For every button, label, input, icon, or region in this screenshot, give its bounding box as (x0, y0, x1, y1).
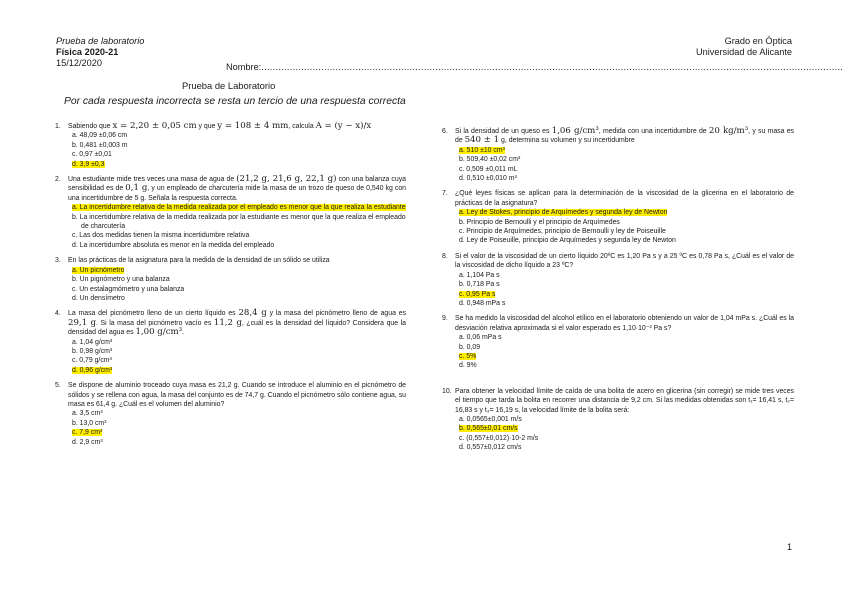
text-fragment: g, determina su volumen y su incertidumbre (499, 137, 635, 145)
question-number: 5. (55, 382, 61, 390)
answer-option[interactable] (459, 352, 794, 361)
question-number: 9. (442, 315, 448, 323)
answer-option[interactable] (459, 424, 794, 433)
name-field[interactable] (226, 62, 844, 73)
answer-option[interactable] (459, 146, 794, 155)
answer-text: c. Las dos medidas tienen la misma incertidumbre relativa (72, 232, 250, 240)
question (442, 189, 794, 245)
answer-text: b. Un pignómetro y una balanza (72, 276, 170, 284)
answer-option[interactable] (72, 266, 406, 275)
text-fragment: 0,540 kg (366, 185, 393, 193)
question-number: 4. (55, 310, 61, 318)
text-fragment: Si el valor de la viscosidad de un cierto líquido 20ºC es 1,20 Pa s y a 25 ºC es 0,78 Pa s, ¿Cuál es el valor de la viscosidad de dicho líquido a 23 ºC? (455, 252, 794, 270)
instructions: Por cada respuesta incorrecta se resta un tercio de una respuesta correcta (64, 96, 406, 107)
answer-option[interactable] (72, 213, 406, 232)
answer-options (72, 338, 406, 376)
text-fragment: 5 g (134, 194, 145, 202)
answer-options (72, 131, 406, 169)
text-fragment: , calcula (288, 123, 316, 130)
question-text (455, 189, 794, 208)
question (442, 314, 794, 370)
text-fragment: , ¿cuál es la densidad del líquido? Considera que la densidad del agua es (68, 319, 406, 337)
answer-text: d. Ley de Poiseuille, principio de Arquímedes y segunda ley de Newton (459, 237, 676, 245)
math-expression: 0,1 g (125, 183, 148, 194)
answer-text: b. 0,718 Pa s (459, 281, 500, 289)
question-text (455, 387, 794, 415)
answer-option[interactable] (72, 203, 406, 212)
question (442, 252, 794, 308)
math-expression: x = 2,20 ± 0,05 cm (112, 121, 197, 131)
answer-option[interactable] (72, 141, 406, 150)
answer-option[interactable] (459, 227, 794, 236)
answer-option[interactable] (72, 438, 406, 447)
text-fragment: Una estudiante mide tres veces una masa de agua de (68, 176, 237, 184)
question (55, 381, 406, 447)
math-expression: 29,1 g (68, 317, 97, 328)
answer-option[interactable] (459, 434, 794, 443)
text-fragment: con una balanza cuya sensibilidad es de (68, 176, 406, 193)
math-expression: 1,06 g/cm³ (551, 126, 599, 136)
exam-date: 15/12/2020 (56, 58, 102, 68)
question-number: 7. (442, 190, 448, 198)
answer-text: d. 2,9 cm³ (72, 438, 103, 446)
degree-name: Grado en Óptica (724, 36, 792, 46)
question-number: 6. (442, 128, 448, 135)
answer-text: c. 0,79 g/cm³ (72, 357, 112, 365)
answer-text: c. (0,557±0,012)·10-2 m/s (459, 434, 539, 442)
question-number: 2. (55, 176, 61, 184)
text-fragment: Si la densidad de un queso es (455, 128, 552, 135)
math-expression: 11,2 g (213, 317, 242, 328)
answer-option[interactable] (459, 208, 794, 217)
question (55, 174, 406, 250)
question-text (455, 127, 794, 146)
question-text (68, 381, 406, 409)
question (55, 308, 407, 375)
answer-text: a. 1,04 g/cm³ (72, 338, 113, 346)
answer-option[interactable] (459, 361, 794, 370)
answer-options (72, 266, 406, 304)
text-fragment: ¿Qué leyes físicas se aplican para la determinación de la viscosidad de la glicerina en el laboratorio de prácticas de la asignatura? (455, 190, 794, 207)
question-number: 10. (442, 387, 452, 395)
answer-option[interactable] (72, 150, 406, 159)
name-label: Nombre: (226, 62, 262, 72)
highlighted-answer: a. La incertidumbre relativa de la medida realizada por el empleado es menor que la que realiza la estudiante (72, 204, 406, 212)
page-number: 1 (786, 542, 792, 552)
answer-text: b. Principio de Bernoulli y el principio de Arquímedes (459, 218, 620, 226)
answer-option[interactable] (459, 415, 794, 424)
highlighted-answer: d. 0,96 g/cm³ (72, 366, 113, 374)
answer-option[interactable] (459, 155, 794, 164)
text-fragment: Se dispone de aluminio troceado cuya masa es 21,2 g. Cuando se introduce el aluminio en el picnómetro de sólidos y se rellena con agua, la masa del conjunto es de 74,7 g. Cuando el picnómetro sólo contiene agua, su masa es 61,4 g. ¿Cuál es el volumen del aluminio? (68, 382, 406, 408)
answer-options (72, 409, 406, 447)
text-fragment: La masa del picnómetro lleno de un cierto líquido es (68, 310, 239, 318)
text-fragment: con una incertidumbre de (68, 185, 406, 202)
highlighted-answer: a. 510 ±10 cm³ (459, 146, 505, 154)
answer-option[interactable] (459, 174, 794, 183)
answer-text: c. Un estalagmómetro y una balanza (72, 285, 185, 293)
question (55, 256, 406, 303)
left-column (55, 121, 407, 453)
answer-option[interactable] (459, 299, 794, 308)
highlighted-answer: b. 0,565±0,01 cm/s (459, 425, 518, 433)
answer-option[interactable] (72, 285, 406, 294)
answer-text: b. 0,98 g/cm³ (72, 347, 113, 355)
text-fragment: En las prácticas de la asignatura para la medida de la densidad de un sólido se utiliza (68, 257, 330, 265)
answer-option[interactable] (72, 428, 406, 437)
answer-options (459, 208, 794, 246)
answer-option[interactable] (72, 347, 406, 356)
answer-options (459, 271, 794, 309)
answer-text: d. 0,948 mPa s (459, 299, 506, 307)
answer-text: d. 9% (459, 362, 477, 370)
answer-text: d. La incertidumbre absoluta es menor en la medida del empleado (72, 241, 275, 249)
answer-option[interactable] (72, 366, 406, 375)
question-text (455, 314, 794, 333)
answer-text: b. 0,09 (459, 343, 481, 351)
text-fragment: Para obtener la velocidad límite de caída de una bolita de acero en glicerina (sin corregir) se mide tres veces el tiempo que tarda la bolita en recorrer una distancia de 9,2 cm. Si las medidas obtenidas son t₁= 16,41 s, t₂= 16,83 s y t₃= 16,19 s, la velocidad límite de la bolita será: (455, 387, 794, 414)
answer-text: b. La incertidumbre relativa de la medida realizada por la estudiante es menor que la que realiza el empleado de charcutería (72, 213, 406, 231)
question-text (68, 175, 406, 203)
question (55, 121, 406, 169)
answer-option[interactable] (72, 338, 406, 347)
answer-options (459, 415, 794, 453)
math-expression: (21,2 g, 21,6 g, 22,1 g) (236, 174, 337, 185)
answer-text: a. 48,09 ±0,06 cm (72, 132, 128, 140)
text-fragment: y la masa del picnómetro lleno de agua es (266, 310, 407, 318)
answer-option[interactable] (459, 236, 794, 245)
answer-option[interactable] (72, 409, 406, 418)
answer-text: b. 509,40 ±0,02 cm³ (459, 156, 521, 164)
answer-option[interactable] (72, 275, 406, 284)
answer-option[interactable] (72, 160, 406, 169)
answer-text: c. Principio de Arquímedes, principio de Bernoulli y ley de Poiseuille (459, 228, 666, 236)
text-fragment: . Si la masa del picnómetro vacío es (96, 319, 214, 327)
answer-option[interactable] (72, 241, 406, 250)
answer-options (72, 203, 406, 250)
text-fragment: Se ha medido la viscosidad del alcohol etílico en el laboratorio obteniendo un valor de 1,04 mPa s. ¿Cuál es la desviación relativa aproximada si el valor esperado es 1,10·10⁻³ Pa s? (455, 315, 794, 332)
answer-text: a. 3,5 cm³ (72, 410, 103, 418)
answer-option[interactable] (459, 343, 794, 352)
answer-option[interactable] (459, 280, 794, 289)
text-fragment: y que (196, 123, 218, 130)
answer-text: c. 0,509 ±0,011 mL (459, 165, 518, 173)
question-number: 1. (55, 123, 61, 130)
answer-text: a. 0,0565±0,001 m/s (459, 415, 522, 423)
answer-option[interactable] (459, 443, 794, 452)
math-expression: 1,00 g/cm³ (135, 327, 183, 338)
answer-text: d. Un densímetro (72, 294, 125, 302)
name-dots: ............................................................................................................................................................................................................ (261, 62, 844, 72)
answer-text: a. 1,104 Pa s (459, 271, 500, 279)
question (442, 126, 794, 183)
answer-option[interactable] (72, 231, 406, 240)
page-subtitle: Prueba de Laboratorio (182, 80, 276, 91)
question-number: 3. (55, 257, 61, 265)
highlighted-answer: a. Un picnómetro (72, 266, 125, 274)
answer-option[interactable] (72, 356, 406, 365)
text-fragment: . (182, 329, 185, 337)
answer-options (459, 333, 794, 371)
highlighted-answer: d. 3,9 ±0,3 (72, 160, 105, 168)
answer-option[interactable] (459, 290, 794, 299)
answer-text: b. 0,481 ±0,003 m (72, 141, 128, 149)
answer-options (459, 146, 794, 184)
answer-text: b. 13,0 cm³ (72, 419, 107, 427)
answer-option[interactable] (459, 271, 794, 280)
text-fragment: , y un empleado de charcutería mide la masa de un trozo de queso de (147, 185, 367, 193)
answer-option[interactable] (459, 333, 794, 342)
text-fragment: , medida con una incertidumbre de (598, 128, 709, 135)
math-expression: y = 108 ± 4 mm (217, 121, 289, 131)
answer-text: c. 0,97 ±0,01 (72, 151, 112, 159)
text-fragment: . Señala la respuesta correcta. (144, 194, 238, 202)
math-expression: 540 ± 1 (464, 135, 500, 146)
answer-text: a. 0,06 mPa s (459, 334, 502, 342)
answer-option[interactable] (459, 165, 794, 174)
answer-text: d. 0,510 ±0,010 m³ (459, 175, 517, 183)
question-number: 8. (442, 252, 448, 260)
highlighted-answer: a. Ley de Stokes, principio de Arquímedes y segunda ley de Newton (459, 209, 668, 217)
question-text (68, 309, 406, 337)
question-text (455, 252, 794, 271)
math-expression: 28,4 g (238, 308, 267, 319)
math-expression: 20 kg/m³ (708, 126, 749, 136)
university-name: Universidad de Alicante (695, 47, 792, 57)
subject-title: Física 2020-21 (56, 47, 119, 57)
text-fragment: Sabiendo que (68, 123, 113, 130)
question (442, 387, 794, 453)
answer-option[interactable] (72, 131, 406, 140)
answer-option[interactable] (72, 419, 406, 428)
answer-option[interactable] (459, 218, 794, 227)
answer-text: d. 0,557±0,012 cm/s (459, 444, 522, 452)
text-fragment: , y su masa es de (455, 128, 794, 145)
right-column (442, 126, 794, 459)
course-line: Prueba de laboratorio (56, 36, 145, 46)
math-expression: A = (y − x)/x (315, 121, 372, 131)
answer-option[interactable] (72, 294, 406, 303)
question-text (68, 122, 406, 131)
highlighted-answer: c. 0,95 Pa s (459, 290, 496, 298)
highlighted-answer: c. 7,9 cm³ (72, 429, 103, 437)
question-text (68, 256, 406, 265)
highlighted-answer: c. 5% (459, 352, 477, 360)
